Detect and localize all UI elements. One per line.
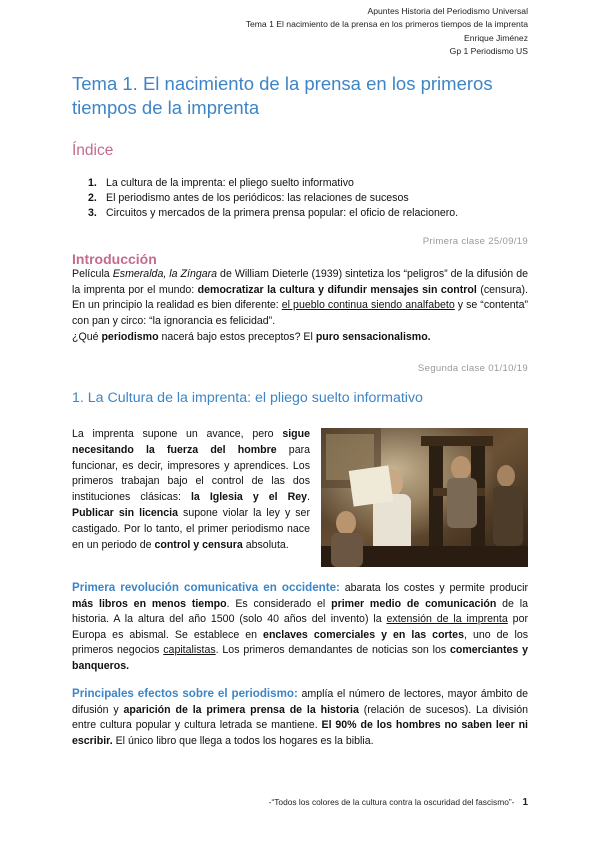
- intro-heading: Introducción: [72, 251, 157, 267]
- list-item: 2. El periodismo antes de los periódicos: las relaciones de sucesos: [88, 192, 409, 205]
- index-heading: Índice: [72, 142, 114, 159]
- header-topic: Tema 1 El nacimiento de la prensa en los primeros tiempos de la imprenta: [245, 19, 528, 30]
- list-item: 1. La cultura de la imprenta: el pliego suelto informativo: [88, 177, 354, 189]
- intro-paragraph: Película Esmeralda, la Zíngara de William Dieterle (1939) sintetiza los “peligros” de la difusión de la imprenta por el mundo: democratizar la cultura y difundir mensajes sin control (censura). En un principio la realidad es bien diferente: el pueblo continua siendo analfabeto y se “contenta” con pan y circo: “la ignorancia es felicidad”.: [72, 268, 528, 327]
- footer-quote: -“Todos los colores de la cultura contra la oscuridad del fascismo”-: [268, 797, 515, 807]
- intro-question: ¿Qué periodismo nacerá bajo estos preceptos? El puro sensacionalismo.: [72, 331, 431, 343]
- revolution-paragraph: Primera revolución comunicativa en occidente: abarata los costes y permite producir más libros en menos tiempo. Es considerado el primer medio de comunicación de la historia. A la altura del año 1500 (solo 40 años del invento) la extensión de la imprenta por Europa es abismal. Se establece en enclaves comerciales y en las cortes, uno de los primeros negocios capitalistas. Los primeros demandantes de noticias son los comerciantes y banqueros.: [72, 581, 529, 672]
- effects-paragraph: Principales efectos sobre el periodismo: amplía el número de lectores, mayor ámbito de difusión y aparición de la primera prensa de la historia (relación de sucesos). La división entre cultura popular y cultura letrada se mantiene. El 90% de los hombres no saben leer ni escribir. El único libro que llega a todos los hogares es la biblia.: [72, 687, 529, 747]
- page-number: 1: [522, 797, 528, 808]
- running-header: [246, 5, 528, 58]
- painting-illustration: [321, 428, 528, 567]
- printing-press-painting: [321, 428, 528, 567]
- class-date-2: Segunda clase 01/10/19: [417, 363, 528, 374]
- page-title: Tema 1. El nacimiento de la prensa en los primeros tiempos de la imprenta: [72, 73, 493, 118]
- class-date-1: Primera clase 25/09/19: [422, 236, 528, 247]
- header-course: Apuntes Historia del Periodismo Universal: [367, 6, 528, 16]
- printing-paragraph: La imprenta supone un avance, pero sigue necesitando la fuerza del hombre para funcionar, es decir, impresores y aprendices. Los primeros trabajan bajo el control de las dos instituciones clásicas: la Iglesia y el Rey. Publicar sin licencia supone violar la ley y ser castigado. Por lo tanto, el primer periodismo nace en un periodo de control y censura absoluta.: [72, 428, 310, 551]
- header-group: Gp 1 Periodismo US: [449, 45, 528, 56]
- header-author: Enrique Jiménez: [463, 32, 528, 43]
- index-list: [88, 176, 458, 222]
- section-heading: 1. La Cultura de la imprenta: el pliego suelto informativo: [72, 390, 423, 406]
- page-footer: [269, 797, 528, 808]
- list-item: 3. Circuitos y mercados de la primera prensa popular: el oficio de relacionero.: [88, 207, 459, 220]
